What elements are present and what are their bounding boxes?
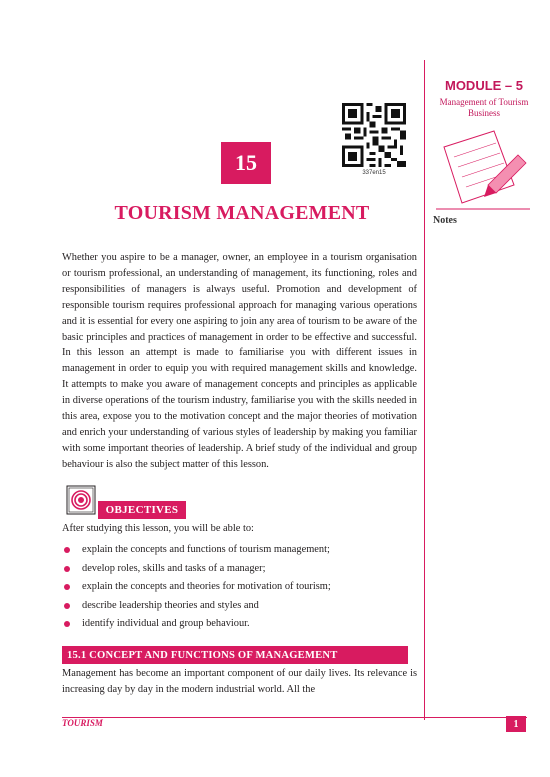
notepad-pencil-icon <box>432 125 532 210</box>
objectives-list <box>62 543 417 636</box>
chapter-title: TOURISM MANAGEMENT <box>114 202 370 224</box>
bullet-icon <box>64 547 70 553</box>
footer-subject: TOURISM <box>62 718 103 728</box>
list-item: develop roles, skills and tasks of a manager; <box>62 562 417 581</box>
bullet-icon <box>64 584 70 590</box>
list-item: explain the concepts and functions of tourism management; <box>62 543 417 562</box>
footer-divider <box>62 717 527 718</box>
section-heading: 15.1 CONCEPT AND FUNCTIONS OF MANAGEMENT <box>62 646 408 664</box>
list-item: describe leadership theories and styles and <box>62 599 417 618</box>
module-title: MODULE – 5 <box>444 78 523 93</box>
page-number: 1 <box>506 716 526 732</box>
intro-paragraph: Whether you aspire to be a manager, owner, an employee in a tourism organisation or tourism professional, an understanding of management, its functioning, roles and responsibilities of managers is always useful. Promotion and development of responsible tourism requires professional approach for managing various operations and it is essential for every one aspiring to join any area of tourism to be aware of the basic principles and practices of management in order to be effective and successful. In this lesson an attempt is made to familiarise you with different issues in management in order to equip you with required management skills and knowledge. It attempts to make you aware of management concepts and principles as applicable in diverse operations of the tourism industry, familiarise you with the skills needed in this area, expose you to the motivation concept and the major theories of motivation and enrich your understanding of various styles of leadership by making you familiar with some important theories of leadership. A brief study of the individual and group behaviour is also the subject matter of this lesson. <box>62 252 417 470</box>
qr-caption: 337en15 <box>362 170 386 176</box>
chapter-number: 15 <box>221 142 271 184</box>
qr-code-icon <box>342 103 406 167</box>
section-paragraph: Management has become an important component of our daily lives. Its relevance is increasing day by day in the modern industrial world. All the <box>62 668 417 695</box>
module-subtitle: Management of Tourism Business <box>439 97 529 118</box>
list-item: explain the concepts and theories for motivation of tourism; <box>62 580 417 599</box>
bullet-icon <box>64 603 70 609</box>
sidebar-divider <box>424 60 425 720</box>
objectives-label: OBJECTIVES <box>98 501 186 519</box>
bullet-icon <box>64 621 70 627</box>
notes-label: Notes <box>433 215 457 226</box>
target-icon <box>66 485 96 515</box>
list-item: identify individual and group behaviour. <box>62 617 417 636</box>
objectives-intro: After studying this lesson, you will be able to: <box>62 523 254 534</box>
bullet-icon <box>64 566 70 572</box>
